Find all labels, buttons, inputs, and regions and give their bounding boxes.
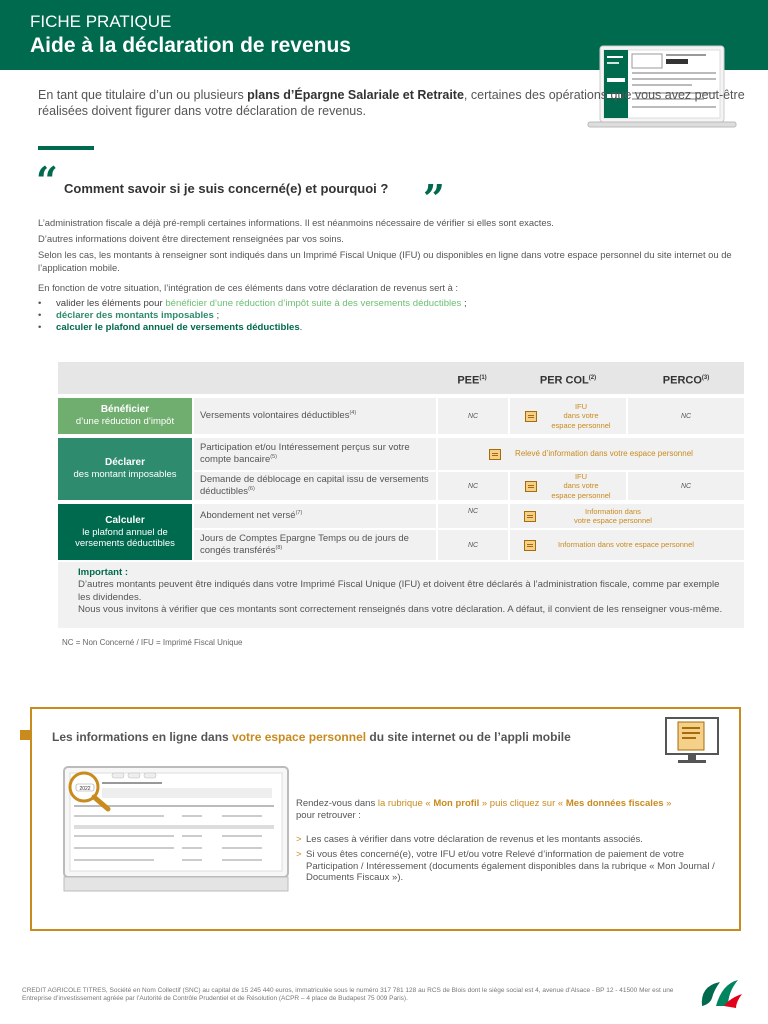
document-icon <box>525 481 537 492</box>
page-title: Aide à la déclaration de revenus <box>30 34 351 57</box>
monitor-screenshot-illustration <box>62 765 290 895</box>
important-title: Important : <box>78 567 129 578</box>
online-items-list <box>296 834 736 885</box>
list-item <box>38 310 748 322</box>
table-cell-perco: NC <box>628 472 744 500</box>
table-cell-span: Relevé d’information dans votre espace personnel <box>438 438 744 470</box>
monitor-document-icon <box>662 716 722 766</box>
table-row-label: Participation et/ou Intéressement perçus sur votre compte bancaire$^{(5)}$ <box>194 438 436 470</box>
instruction-line: Rendez-vous dans la rubrique « Mon profil » puis cliquez sur « Mes données fiscales » <box>296 798 672 809</box>
body-p3: Selon les cas, les montants à renseigner sont indiqués dans un Imprimé Fiscal Unique (IFU) ou disponibles en ligne dans votre espace personnel du site internet ou de l’application mobile. <box>38 249 732 273</box>
section-question: Comment savoir si je suis concerné(e) et pourquoi ? <box>64 181 389 196</box>
table-cell-percol: IFU dans votre espace personnel <box>510 472 626 500</box>
bullet-suffix: ; <box>213 309 220 321</box>
column-header-percol: PER COL$^{(2)}$ <box>539 374 597 387</box>
section-divider <box>38 146 94 150</box>
purpose-list <box>38 298 748 334</box>
table-cell-percol: IFU dans votre espace personnel <box>510 398 626 434</box>
list-item <box>38 322 748 334</box>
body-p4: En fonction de votre situation, l’intégration de ces éléments dans votre déclaration de revenus sert à : <box>38 281 459 293</box>
intro-text-1: En tant que titulaire d’un ou plusieurs <box>38 88 248 102</box>
bullet-text: valider les éléments pour <box>56 298 166 309</box>
body-p2: D’autres informations doivent être directement renseignées par vos soins. <box>38 233 344 245</box>
document-icon <box>489 449 501 460</box>
category-beneficier: Bénéficier d’une réduction d’impôt <box>58 398 192 434</box>
bullet-suffix: . <box>299 321 303 333</box>
body-p1: L’administration fiscale a déjà pré-rempli certaines informations. Il est néanmoins nécessaire de vérifier si elles sont exactes. <box>38 217 554 228</box>
screen-year-label: 2022 <box>79 786 91 792</box>
document-icon <box>525 411 537 422</box>
credit-agricole-logo <box>698 976 744 1012</box>
intro-paragraph <box>38 88 748 119</box>
category-declarer: Déclarer des montant imposables <box>58 438 192 500</box>
list-item <box>38 298 748 310</box>
quote-close-icon: ” <box>423 176 445 221</box>
bullet-suffix: ; <box>461 298 467 309</box>
table-cell-perco: NC <box>628 398 744 434</box>
table-cell-pee: NC <box>438 398 508 434</box>
table-legend: NC = Non Concerné / IFU = Imprimé Fiscal Unique <box>62 638 243 647</box>
document-icon <box>524 540 536 551</box>
document-icon <box>524 511 536 522</box>
bullet-highlight: calculer le plafond annuel de versements déductibles <box>56 321 300 333</box>
bullet-highlight: bénéficier d’une réduction d’impôt suite à des versements déductibles <box>165 298 462 309</box>
online-box-title: Les informations en ligne dans votre espace personnel du site internet ou de l’appli mobile <box>52 730 571 744</box>
explanation-text <box>38 217 748 298</box>
table-row-label: Abondement net versé$^{(7)}$ <box>194 504 436 528</box>
table-cell-pee: NC <box>438 472 508 500</box>
table-cell-percol: Information dans votre espace personnel <box>510 504 744 528</box>
box-marker <box>20 730 30 740</box>
intro-text-2: , certaines des opérations que vous avez peut-être réalisées doivent figurer dans votre déclaration de revenus. <box>38 88 745 118</box>
instruction-suffix: pour retrouver : <box>296 809 361 821</box>
online-box-instructions <box>296 798 736 887</box>
table-cell-pee: NC <box>438 504 508 528</box>
intro-bold: plans d’Épargne Salariale et Retraite <box>247 88 464 102</box>
important-text-1: D’autres montants peuvent être indiqués dans votre Imprimé Fiscal Unique (IFU) et doivent être déclarés à l’administration fiscale, comme par exemple les dividendes. <box>78 579 720 603</box>
list-item: > Les cases à vérifier dans votre déclaration de revenus et les montants associés. <box>296 834 736 846</box>
table-cell-pee: NC <box>438 530 508 560</box>
category-calculer: Calculer le plafond annuel de versements déductibles <box>58 504 192 560</box>
quote-open-icon: “ <box>36 158 58 203</box>
list-item: > Si vous êtes concerné(e), votre IFU et/ou votre Relevé d’information de paiement de votre Participation / Intéressement (documents également disponibles dans la rubrique « Mon Journal / Documents Fiscaux »). <box>296 849 736 885</box>
bullet-highlight: déclarer des montants imposables <box>56 309 214 321</box>
legal-footer: CREDIT AGRICOLE TITRES, Société en Nom Collectif (SNC) au capital de 15 245 440 euros, immatriculée sous le numéro 317 781 128 au RCS de Blois dont le siège social est 4, avenue d’Alsace - BP 12 - 41500 Mer est une Entreprise d’investissement agréée par l’Autorité de Contrôle Prudentiel et de Résolution (ACPR – 4 place de Budapest 75 009 Paris). <box>22 987 674 1003</box>
table-row-label: Versements volontaires déductibles$^{(4)}$ <box>194 398 436 434</box>
table-cell-percol: Information dans votre espace personnel <box>510 530 744 560</box>
column-header-pee: PEE$^{(1)}$ <box>457 374 487 387</box>
important-text-2: Nous vous invitons à vérifier que ces montants sont correctement renseignés dans votre déclaration. A défaut, il convient de les renseigner vous-même. <box>78 604 723 616</box>
table-row-label: Demande de déblocage en capital issu de versements déductibles$^{(6)}$ <box>194 472 436 500</box>
header-kicker: FICHE PRATIQUE <box>30 12 172 31</box>
important-note <box>58 562 744 628</box>
column-header-perco: PERCO$^{(3)}$ <box>662 374 710 387</box>
table-row-label: Jours de Comptes Epargne Temps ou de jours de congés transférés$^{(8)}$ <box>194 530 436 560</box>
